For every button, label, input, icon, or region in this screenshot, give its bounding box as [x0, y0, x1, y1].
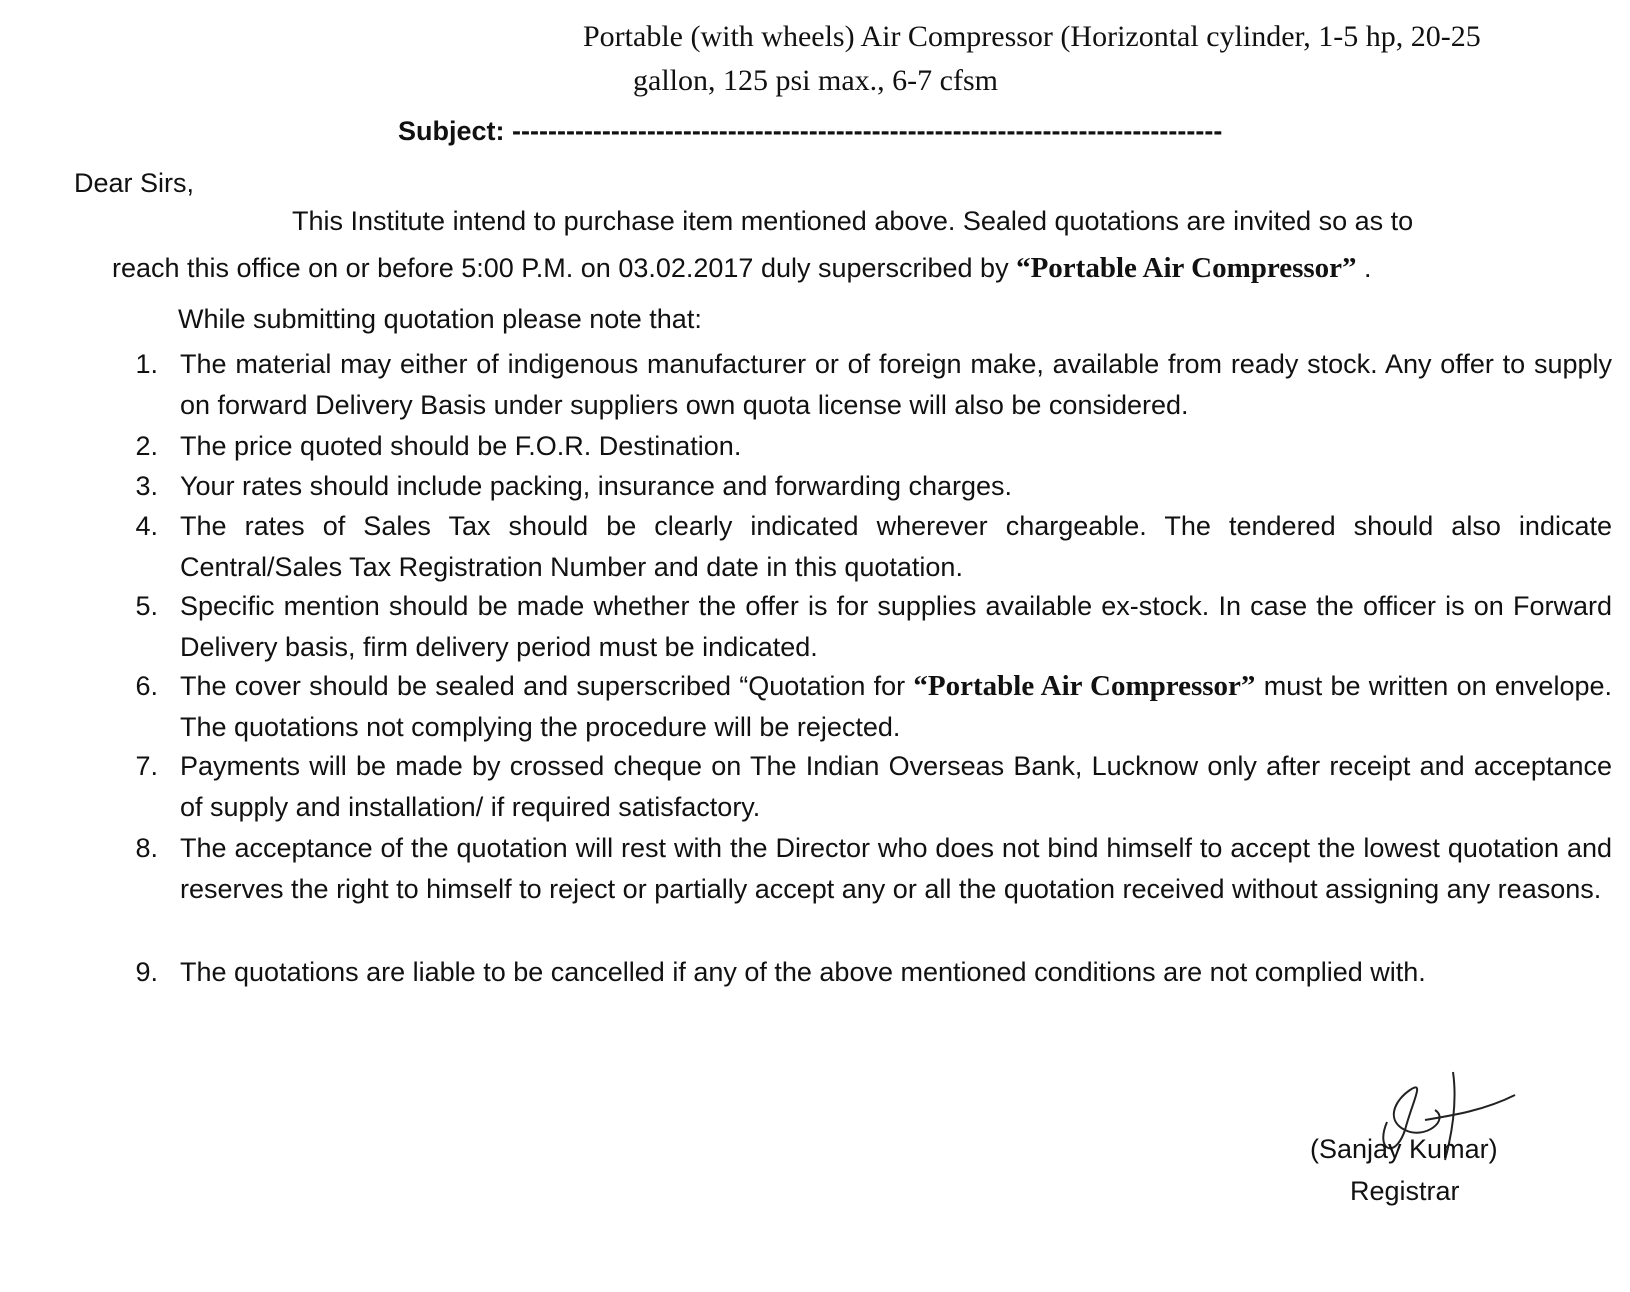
condition-text: Specific mention should be made whether the offer is for supplies available ex-stock. In case the officer is on Forward Delivery basis, firm delivery period must be indicated.: [180, 591, 1612, 662]
condition-item: [0, 666, 1630, 746]
condition-number: 9.: [135, 957, 158, 987]
condition-text: Payments will be made by crossed cheque on The Indian Overseas Bank, Lucknow only after receipt and acceptance of supply and installation/ if required satisfactory.: [180, 751, 1612, 822]
condition-item: [0, 426, 1630, 466]
condition-item: [0, 746, 1630, 828]
condition-number: 1.: [135, 349, 158, 379]
condition-number: 5.: [135, 591, 158, 621]
intro-line-2-suffix: .: [1356, 253, 1372, 283]
condition-number: 7.: [135, 751, 158, 781]
condition-number: 4.: [135, 511, 158, 541]
condition-number: 3.: [135, 471, 158, 501]
condition-item: [0, 586, 1630, 666]
condition-text: Your rates should include packing, insurance and forwarding charges.: [180, 471, 1013, 501]
condition-number: 2.: [135, 431, 158, 461]
intro-line-2: [112, 252, 1372, 285]
signatory-role: Registrar: [1350, 1176, 1460, 1206]
signatory-name: (Sanjay Kumar): [1310, 1134, 1498, 1164]
condition-text: The rates of Sales Tax should be clearly indicated wherever chargeable. The tendered should also indicate Central/Sales Tax Registration Number and date in this quotation.: [180, 511, 1612, 582]
condition-text: [180, 666, 1612, 748]
item-title-line-1: Portable (with wheels) Air Compressor (Horizontal cylinder, 1-5 hp, 20-25: [583, 20, 1481, 53]
condition-item-name: “Portable Air Compressor”: [913, 670, 1256, 702]
condition-text: The price quoted should be F.O.R. Destination.: [180, 431, 742, 461]
condition-item: [0, 828, 1630, 952]
condition-number: 8.: [135, 833, 158, 863]
condition-text-prefix: The cover should be sealed and superscribed “Quotation for: [180, 671, 914, 701]
condition-text: The material may either of indigenous manufacturer or of foreign make, available from ready stock. Any offer to supply on forward Delivery Basis under suppliers own quota license will also be considered.: [180, 349, 1612, 420]
subject-line: Subject: -------------------------------------------------------------------------------: [398, 116, 1223, 146]
condition-number: 6.: [135, 671, 158, 701]
condition-text-suffix: must be written on envelope. The quotations not complying the procedure will be rejected.: [180, 671, 1612, 742]
condition-text: The quotations are liable to be cancelled if any of the above mentioned conditions are not complied with.: [180, 957, 1426, 987]
conditions-list: [0, 344, 1630, 1034]
condition-item: [0, 952, 1630, 1034]
condition-item: [0, 466, 1630, 506]
intro-line-1: This Institute intend to purchase item mentioned above. Sealed quotations are invited so as to: [292, 206, 1414, 236]
intro-item-name: “Portable Air Compressor”: [1016, 252, 1357, 284]
note-intro: While submitting quotation please note that:: [178, 304, 702, 334]
condition-item: [0, 344, 1630, 426]
salutation: Dear Sirs,: [74, 168, 195, 198]
condition-item: [0, 506, 1630, 586]
item-title-line-2: gallon, 125 psi max., 6-7 cfsm: [633, 64, 998, 97]
intro-line-2-prefix: reach this office on or before 5:00 P.M. on 03.02.2017 duly superscribed by: [112, 253, 1017, 283]
condition-text: The acceptance of the quotation will rest with the Director who does not bind himself to accept the lowest quotation and reserves the right to himself to reject or partially accept any or all the quotation received without assigning any reasons.: [180, 833, 1612, 904]
